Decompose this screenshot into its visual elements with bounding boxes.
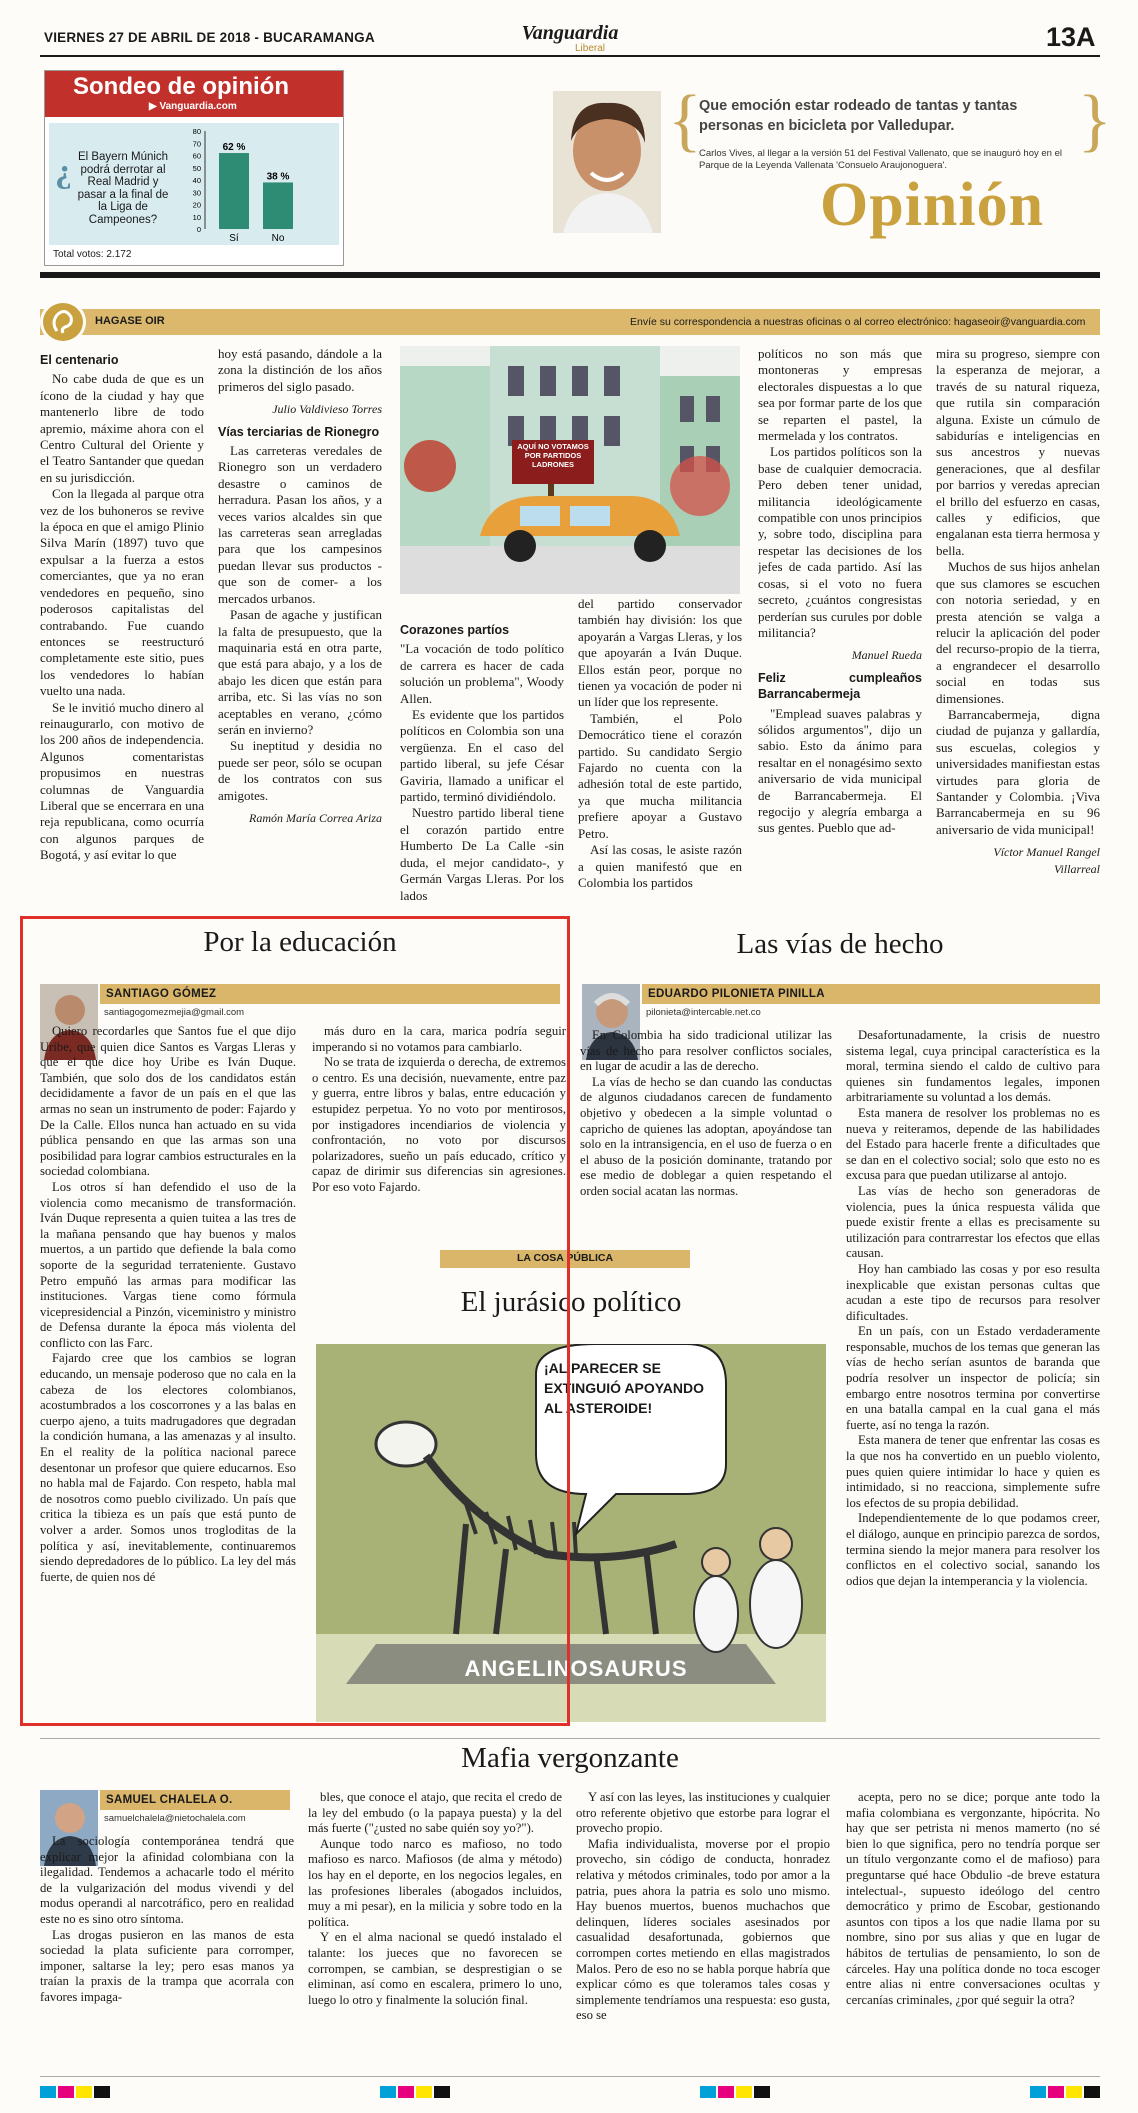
paragraph: La vías de hecho se dan cuando las conductas de algunos ciudadanos carecen de fundamento objetivo y obedecen a la simple voluntad o capricho de quienes las adoptan, apoyándose tan solo en la intransigencia, en el uso de fuerza o en el abuso de la posición dominante, tratando por ese medio de doblegar a quien respetando el orden social acatan las normas. [580, 1074, 832, 1198]
paragraph: No se trata de izquierda o derecha, de extremos o centro. Es una decisión, nuevamente, entre paz y guerra, entre libros y balas, entre educación y estupidez perpetua. Yo no voto por mentirosos, por instigadores incendiarios de violencia y confrontación, no voto por discursos polarizadores, sueño un país educado, crítico y capaz de dirimir sus diferencias sin agresiones. Por eso voto Fajardo. [312, 1055, 566, 1194]
ear-icon [40, 300, 86, 344]
vias-title: Las vías de hecho [736, 928, 944, 960]
mafia-col-1 [40, 1834, 294, 2066]
poll-total: Total votos: 2.172 [53, 249, 132, 260]
top-section-rule [40, 272, 1100, 278]
paragraph: Es evidente que los partidos políticos en Colombia son una vergüenza. En el caso del partido liberal, su jefe César Gaviria, llamado a unificar el partido, terminó dividiéndolo. [400, 707, 564, 805]
education-author: SANTIAGO GÓMEZ [100, 984, 560, 1004]
quote-text: Que emoción estar rodeado de tantas y tantas personas en bicicleta por Valledupar. [699, 98, 1018, 134]
quote-attribution: Carlos Vives, al llegar a la versión 51 del Festival Vallenato, que se inauguró hoy en el Parque de la Leyenda Vallenata 'Consuelo Araujonoguera'. [699, 148, 1062, 171]
y-tick-label: 40 [192, 176, 201, 185]
poll-chart [177, 123, 337, 245]
letters-cartoon [400, 346, 740, 594]
poll-source [149, 101, 237, 112]
paragraph: Desafortunadamente, la crisis de nuestro sistema legal, cuya principal característica es la moral, termina siendo el caldo de cultivo para quienes sin fundamentos legales, imponen arbitrariamente su voluntad a los demás. [846, 1028, 1100, 1105]
letter-heading: Feliz cumpleaños Barrancabermeja [758, 670, 922, 702]
paragraph: políticos no son más que montoneras y empresas electorales dispuestas a lo que sea por formar parte de los que se reparten el pastel, la mermelada y los contratos. [758, 346, 922, 444]
poll-bar [263, 182, 293, 229]
paragraph: Las carreteras veredales de Rionegro son un verdadero desastre o caminos de herradura. Pasan los años, y a veces varios alcaldes sin que las carreteras sean arregladas para que los campesinos puedan llevar sus productos -que son de comer- a los mercados urbanos. [218, 443, 382, 606]
paragraph: En un país, con un Estado verdaderamente responsable, muchos de los temas que generan las vías de hecho serían asuntos de baranda que podría resolver un inspector de policía; sin embargo entre nosotros termina por convertirse en una batalla campal en la cual gana el más fuerte, así no tenga la razón. [846, 1324, 1100, 1432]
poll-box [44, 70, 344, 266]
paragraph: Los partidos políticos son la base de cualquier democracia. Pero deben tener unidad, militancia ideológicamente compatible con unos principios y, sobre todo, disciplina para respetar las decisiones de los jefes de cada partido. Así las cosas, si el voto no fuera secreto, ¿cuántos congresistas perderían sus curules por doble militancia? [758, 444, 922, 640]
poll-body [49, 123, 339, 245]
paragraph: En Colombia ha sido tradicional utilizar las vías de hecho para resolver conflictos sociales, en lugar de acudir a las de derecho. [580, 1028, 832, 1074]
letter-signature: Manuel Rueda [851, 648, 922, 663]
header-rule [40, 55, 1100, 57]
paragraph: Se le invitió mucho dinero al reinaugurarlo, con motivo de los 200 años de independencia. Algunos comentaristas propusimos en nuestras columnas de Vanguardia Liberal que se encerrara en una reja republicana, como ocurría con algunos parques de Bogotá, y así evitar lo que [40, 699, 204, 863]
page-number: 13A [1046, 22, 1096, 52]
section-title: Opinión [820, 171, 1045, 239]
question-mark-icon: ¿ [55, 153, 72, 190]
cartoon-drawing [400, 346, 740, 594]
paragraph: "Emplead suaves palabras y sólidos argumentos", dijo un sabio. Esto da ánimo para resaltar en el nonagésimo sexto aniversario de vida municipal de Barrancabermeja. El regocijo y alegría embarga a sus gentes. Pueblo que ad- [758, 705, 922, 836]
letter-signature: Ramón María Correa Ariza [248, 810, 382, 825]
logo-sub: Liberal [574, 43, 606, 54]
y-tick-label: 10 [192, 212, 201, 222]
mafia-col-2 [308, 1790, 562, 2066]
paragraph: mira su progreso, siempre con la esperanza de mejorar, a través de su natural riqueza, que rutila sin comparación alguna. Existe un cúmulo de sabidurías e inteligencias en sus ancestros y nuevas generaciones, que al desfilar por barrios y veredas aprecian el brillo del esfuerzo en casas, calles y edificios, que engalanan esta tierra hermosa y bella. [936, 346, 1100, 558]
vias-col-1 [580, 1028, 832, 1254]
education-email: santiagogomezmejia@gmail.com [104, 1007, 245, 1018]
cartoon-sign-text: AQUÍ NO VOTAMOS POR PARTIDOS LADRONES [517, 442, 589, 469]
mafia-col-3 [576, 1790, 830, 2066]
y-tick-label: 60 [192, 151, 201, 161]
mafia-email: samuelchalela@nietochalela.com [104, 1813, 246, 1824]
paragraph: más duro en la cara, marica podría seguir imperando si no votamos para cambiarlo. [312, 1024, 566, 1054]
paragraph: Hoy han cambiado las cosas y por eso resulta inexplicable que existan personas cultas que acudan a este tipo de recursos para resolver dificultades. [846, 1261, 1100, 1323]
paragraph: "La vocación de todo político de carrera es hacer de cada solución un problema", Woody Allen. [400, 641, 564, 706]
paragraph: Las drogas pusieron en las manos de esta sociedad la plata suficiente para corromper, imponer, saltarse la ley; pero esas manos ya traían la praxis de la trampa que acorrala con favores impaga- [40, 1927, 294, 2004]
y-tick-label: 0 [196, 225, 201, 234]
paragraph: Aunque todo narco es mafioso, no todo mafioso es narco. Mafiosos (de alma y método) los hay en el deporte, en los negocios legales, en las profesiones liberales (abogados incluidos, muy a mi pesar), en la milicia y sobre todo en la política. [308, 1836, 562, 1929]
letter-heading: Vías terciarias de Rionegro [218, 424, 380, 439]
quote-photo [553, 91, 661, 233]
mafia-col-4 [846, 1790, 1100, 2066]
mafia-author: SAMUEL CHALELA O. [100, 1790, 290, 1810]
logo-main: Vanguardia [521, 22, 619, 44]
education-title: Por la educación [203, 926, 397, 958]
paragraph: Fajardo cree que los cambios se logran educando, un mensaje poderoso que no cala en la cabeza de los electores colombianos, acostumbrados a los coscorrones y a las balas en cuerpo ajeno, a tuits madrugadores que degradan la condición humana, a las amenazas y al insulto. En el reality de la política nacional parece desentonar un profesor que quiere educarnos. Eso no habla mal de Fajardo. Con respeto, habla mal de nosotros como pueblo civilizado. Un país que critica la tibieza es un país que está punto de volver a arder. Somos unos trogloditas de la política y así, inevitablemente, continuaremos siendo depredadores de lo público. La ley del más fuerte, de quien nos dé [40, 1351, 296, 1584]
hagase-oir-note: Envíe su correspondencia a nuestras oficinas o al correo electrónico: hagaseoir@vanguardia.com [630, 316, 1086, 328]
mafia-title: Mafia vergonzante [461, 1742, 679, 1774]
y-tick-label: 70 [192, 139, 201, 149]
quote-brace-left: { [668, 82, 702, 159]
paragraph: Mafia individualista, moverse por el propio provecho, sin código de conducta, honradez relativa y métodos criminales, todo por amor a la patria, pues ahora la patria es solo uno mismo. Hay buenos muertos, buenos muchachos que delinquen, líderes sociales asesinados por casualidad desafortunada, gobiernos que corrompen cortes metiendo en ellas magistrados Malos. Pero de eso no se habla porque habría que explicar cómo es que toleramos tales cosas y simplemente tendríamos una respuesta: eso gusta, eso se [576, 1836, 830, 2023]
paragraph: Y así con las leyes, las instituciones y cualquier otro referente objetivo que estorbe para lograr el provecho propio. [576, 1790, 830, 1836]
category-label: Sí [229, 233, 239, 244]
ear-icon-glyph [43, 303, 83, 341]
letters-col-2 [218, 346, 382, 914]
paragraph: Quiero recordarles que Santos fue el que dijo Uribe, que quien dice Santos es Vargas Lleras y que el que dice hoy Uribe es Iván Duque. También, que solo dos de los candidatos están decididamente a favor de un país en el que las armas no sean un instrumento de poder: Fajardo y De la Calle. Ellos nunca han actuado en su vida pública pensando en que las armas son una posibilidad para lograr cambios estructurales en la sociedad colombiana. [40, 1024, 296, 1179]
vias-author: EDUARDO PILONIETA PINILLA [642, 984, 1100, 1004]
paragraph: Nuestro partido liberal tiene el corazón partido entre Humberto De La Calle -sin duda, el mejor candidato-, y Germán Vargas Lleras. Por los lados [400, 805, 564, 903]
paragraph: Muchos de sus hijos anhelan que sus clamores se escuchen con notoria seriedad, y en presta atención se valga a relucir la aplicación del poder del recurso-propio de la tierra, a engrandecer el desarrollo social en todas sus dimensiones. [936, 559, 1100, 706]
paragraph: Independientemente de lo que podamos creer, el diálogo, aunque en principio parezca de sordos, termina siendo la mejor manera para resolver los conflictos en el colectivo social, sanando los odios que dejan la intemperancia y la violencia. [846, 1511, 1100, 1588]
paragraph: Los otros sí han defendido el uso de la violencia como mecanismo de transformación. Iván Duque representa a quien tuitea a las tres de la mañana pensando que hay buenos y malos muertos, a un partido que defiende la bala como soporte de la seguridad terrateniente. Gustavo Petro empuñó las armas para modificar las instituciones. Vargas tiene como fórmula vicepresidencial a Pinzón, viceministro y ministro de Defensa durante la época más violenta del conflicto con las Farc. [40, 1179, 296, 1350]
play-icon: ▶ [149, 101, 157, 112]
quote-brace-right: } [1078, 82, 1112, 159]
letter-signature: Víctor Manuel Rangel Villarreal [993, 845, 1100, 876]
poll-question: El Bayern Múnich podrá derrotar al Real Madrid y pasar a la final de la Liga de Campeones? [77, 151, 169, 226]
y-tick-label: 20 [192, 200, 201, 210]
y-tick-label: 30 [192, 188, 201, 198]
cartoon-kicker: LA COSA PÚBLICA [516, 1252, 614, 1264]
paragraph: Las vías de hecho son generadoras de violencia, pues la única respuesta válida que puede existir frente a ellas es precisamente su utilización para contrarrestar los efectos que ellas causan. [846, 1183, 1100, 1261]
footer-rule [40, 2076, 1100, 2077]
paragraph: acepta, pero no se dice; porque ante todo la mafia colombiana es vergonzante, hipócrita. No hay que ser petrista ni menos mamerto (no sé bien lo que significa, pero no tendría porque ser un título vergonzante como el de mafioso) para preguntarse qué hace Obdulio -de breve estatura intelectual-, supuesto ideólogo del centro democrático y primo de Escobar, gestionando asuntos con tipos a los que nadie llama por su nombre, sino por sus alias y que en lugar de hábitos de tertulias de pensamiento, lo son de cárceles. Hay una política donde no toca escoger entre alias ni entre conversaciones ocultas y cercanías criminales, ¿por qué seguir la otra? [846, 1790, 1100, 2007]
vias-email: pilonieta@intercable.net.co [646, 1007, 761, 1018]
paragraph: Así las cosas, le asiste razón a quien manifestó que en Colombia los partidos [578, 842, 742, 890]
cartoon-plaque: ANGELINOSAURUS [464, 1656, 688, 1681]
cartoon-bubble: ¡AL PARECER SE EXTINGUIÓ APOYANDO AL ASTEROIDE! [544, 1360, 704, 1416]
letter-heading: El centenario [40, 353, 119, 367]
paragraph: Barrancabermeja, digna ciudad de pujanza y gallardía, sus escuelas, colegios y universidades manifiestan estas virtudes para gloria de Santander y Colombia. ¡Viva Barrancabermeja en su 96 aniversario de vida municipal! [936, 706, 1100, 837]
paragraph: Pasan de agache y justifican la falta de presupuesto, que la maquinaria está en otra parte, que está para abajo, y a los de abajo les dicen que están para arriba, etc. Si las vías no son aceptables en verano, ¿cómo serán en invierno? [218, 607, 382, 737]
category-label: No [271, 233, 285, 244]
header-date: VIERNES 27 DE ABRIL DE 2018 - BUCARAMANGA [44, 30, 375, 45]
paragraph: También, el Polo Democrático tiene el corazón partido. Su candidato Sergio Fajardo no cuenta con la adhesión total de este partido, ya que mucha militancia prefiere apoyar a Gustavo Petro. [578, 710, 742, 841]
poll-title: Sondeo de opinión [73, 73, 289, 100]
letter-signature: Julio Valdivieso Torres [272, 402, 382, 417]
paragraph: Su ineptitud y desidia no puede ser peor, sólo se ocupan de los contratos con sus amigotes. [218, 738, 382, 803]
paragraph: No cabe duda de que es un ícono de la ciudad y hay que mantenerlo libre de todo apremio, máxime ahora con el Centro Cultural del Oriente y el Teatro Santander que quedan en su jurisdicción. [40, 371, 204, 485]
y-tick-label: 80 [192, 127, 201, 136]
hagase-oir-label: HAGASE OIR [95, 315, 165, 327]
masthead-logo [515, 22, 625, 53]
y-tick-label: 50 [192, 163, 201, 173]
highlight-box [20, 916, 570, 1726]
paragraph: Esta manera de resolver los problemas no es nueva y reiteramos, depende de las habilidades del Estado para hacerle frente a dificultades que se dan en el colectivo social; solo que esto no es excusa para que puedan utilizarse al antojo. [846, 1105, 1100, 1183]
letter-heading: Corazones partíos [400, 623, 510, 637]
portrait-carlos-vives [553, 91, 661, 233]
paragraph: Con la llegada al parque otra vez de los buhoneros se revive la época en que el amigo Plinio Silva Marín (1897) tuvo que expulsar a la fuerza a estos comerciantes, que ya no eran vendedores en pequeño, sino poderosos capitalistas del contrabando. Fue cuando entonces se reestructuró completamente este sitio, pues los vendedores lo habían vuelto una nada. [40, 486, 204, 699]
paragraph: del partido conservador también hay división: los que apoyarán a Vargas Lleras, y los que apoyarán a Iván Duque. Ellos están peor, porque no tienen ya vocación de poder ni un líder que los represente. [578, 596, 742, 710]
vias-col-2 [846, 1028, 1100, 1728]
letters-col-1 [40, 346, 204, 914]
bar-value-label: 38 % [266, 171, 290, 183]
mafia-top-rule [40, 1738, 1100, 1739]
letters-col-5 [758, 346, 922, 914]
paragraph: Y en el alma nacional se quedó instalado el talante: los jueces que no favorecen se corrompen, se cambian, se desprestigian o se eliminan, así como en escalera, primero lo uno, luego lo otro y finalmente la solución final. [308, 1930, 562, 2007]
letters-col-6 [936, 346, 1100, 914]
paragraph: bles, que conoce el atajo, que recita el credo de la ley del embudo (o la papaya puesta) y la del más fuerte ("¿usted no sabe quién soy yo?"). [308, 1790, 562, 1836]
cartoon-title: El jurásico político [460, 1286, 682, 1318]
letters-col-4 [578, 596, 742, 914]
poll-source-text: Vanguardia.com [159, 101, 237, 112]
paragraph: La sociología contemporánea tendrá que explicar mejor la afinidad colombiana con la ilegalidad. Tendemos a achacarle todo el mérito de la vulgarización del modus vivendi y del modus operandi al narcotráfico, pero en realidad este no es sino otro síntoma. [40, 1834, 294, 1926]
paragraph: hoy está pasando, dándole a la zona la distinción de los años primeros del siglo pasado. [218, 346, 382, 394]
letters-col-3 [400, 616, 564, 914]
poll-header [45, 71, 343, 117]
bar-value-label: 62 % [222, 142, 246, 154]
poll-bar [219, 153, 249, 229]
paragraph: Esta manera de tener que enfrentar las cosas es la que nos ha convertido en un pueblo violento, pues quien quiere intimidar lo hace y quien es intimidado, si no reacciona, simplemente sufre los efectos de su propia debilidad. [846, 1433, 1100, 1510]
